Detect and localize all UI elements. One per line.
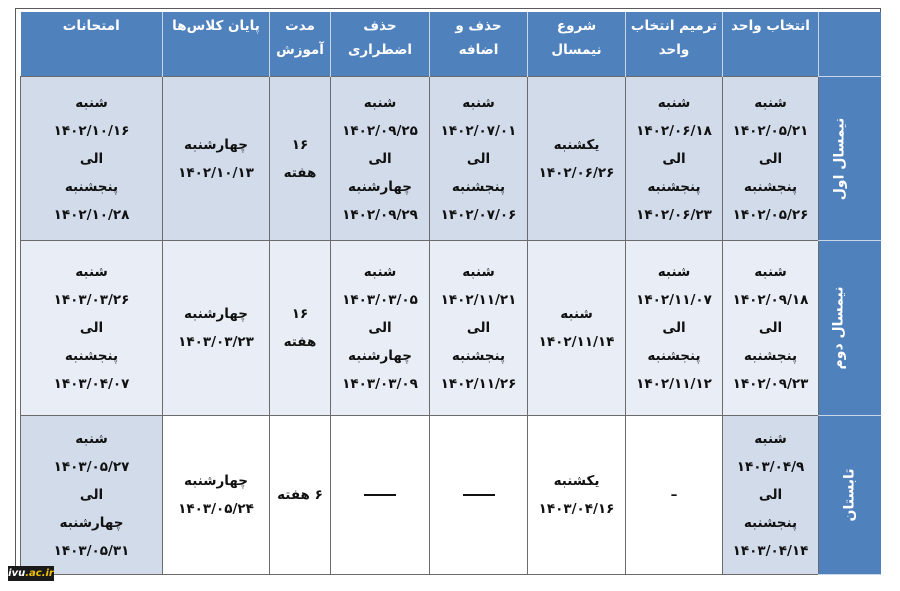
header-exams: امتحانات xyxy=(21,12,163,77)
table-cell: شنبه ۱۴۰۲/۰۷/۰۱ الی پنجشنبه ۱۴۰۲/۰۷/۰۶ xyxy=(430,77,528,241)
table-cell: شنبه ۱۴۰۲/۰۹/۱۸ الی پنجشنبه ۱۴۰۲/۰۹/۲۳ xyxy=(723,241,819,416)
table-cell: یکشنبه ۱۴۰۳/۰۴/۱۶ xyxy=(528,415,626,574)
table-cell: چهارشنبه ۱۴۰۳/۰۵/۲۴ xyxy=(163,415,270,574)
table-cell: ۱۶ هفته xyxy=(270,77,331,241)
table-cell: شنبه ۱۴۰۲/۰۶/۱۸ الی پنجشنبه ۱۴۰۲/۰۶/۲۳ xyxy=(626,77,723,241)
table-cell: شنبه ۱۴۰۳/۰۳/۰۵ الی چهارشنبه ۱۴۰۳/۰۳/۰۹ xyxy=(331,241,430,416)
table-cell: چهارشنبه ۱۴۰۳/۰۳/۲۳ xyxy=(163,241,270,416)
table-cell: چهارشنبه ۱۴۰۲/۱۰/۱۳ xyxy=(163,77,270,241)
table-cell: ۶ هفته xyxy=(270,415,331,574)
dash-mark xyxy=(364,494,396,496)
table-cell: شنبه ۱۴۰۳/۰۳/۲۶ الی پنجشنبه ۱۴۰۳/۰۴/۰۷ xyxy=(21,241,163,416)
header-duration: مدت آموزش xyxy=(270,12,331,77)
row-label-first-semester: نیمسال اول xyxy=(819,77,881,241)
header-semester-start: شروع نیمسال xyxy=(528,12,626,77)
dash-mark xyxy=(463,494,495,496)
header-unit-selection: انتخاب واحد xyxy=(723,12,819,77)
table-cell: یکشنبه ۱۴۰۲/۰۶/۲۶ xyxy=(528,77,626,241)
table-cell: شنبه ۱۴۰۲/۱۱/۲۱ الی پنجشنبه ۱۴۰۲/۱۱/۲۶ xyxy=(430,241,528,416)
table-cell: شنبه ۱۴۰۲/۱۱/۰۷ الی پنجشنبه ۱۴۰۲/۱۱/۱۲ xyxy=(626,241,723,416)
table-cell: شنبه ۱۴۰۳/۰۵/۲۷ الی چهارشنبه ۱۴۰۳/۰۵/۳۱ xyxy=(21,415,163,574)
row-label-summer: تابستان xyxy=(819,415,881,574)
table-cell: – xyxy=(626,415,723,574)
table-row xyxy=(21,241,881,416)
table-cell: ۱۶ هفته xyxy=(270,241,331,416)
table-row xyxy=(21,77,881,241)
table-cell: شنبه ۱۴۰۲/۰۹/۲۵ الی چهارشنبه ۱۴۰۲/۰۹/۲۹ xyxy=(331,77,430,241)
table-cell-empty xyxy=(331,415,430,574)
table-cell-empty xyxy=(430,415,528,574)
academic-calendar-table xyxy=(20,12,881,575)
header-emergency-drop: حذف اضطراری xyxy=(331,12,430,77)
header-add-drop: حذف و اضافه xyxy=(430,12,528,77)
corner-cell xyxy=(819,12,881,77)
table-cell: شنبه ۱۴۰۲/۰۵/۲۱ الی پنجشنبه ۱۴۰۲/۰۵/۲۶ xyxy=(723,77,819,241)
ivu-logo: ivu.ac.ir xyxy=(8,568,54,579)
table-cell: شنبه ۱۴۰۲/۱۰/۱۶ الی پنجشنبه ۱۴۰۲/۱۰/۲۸ xyxy=(21,77,163,241)
table-cell: شنبه ۱۴۰۲/۱۱/۱۴ xyxy=(528,241,626,416)
table-cell: شنبه ۱۴۰۳/۰۴/۹ الی پنجشنبه ۱۴۰۳/۰۴/۱۴ xyxy=(723,415,819,574)
row-label-second-semester: نیمسال دوم xyxy=(819,241,881,416)
header-selection-amendment: ترمیم انتخاب واحد xyxy=(626,12,723,77)
header-classes-end: پایان کلاس‌ها xyxy=(163,12,270,77)
header-row xyxy=(21,12,881,77)
table-row xyxy=(21,415,881,574)
